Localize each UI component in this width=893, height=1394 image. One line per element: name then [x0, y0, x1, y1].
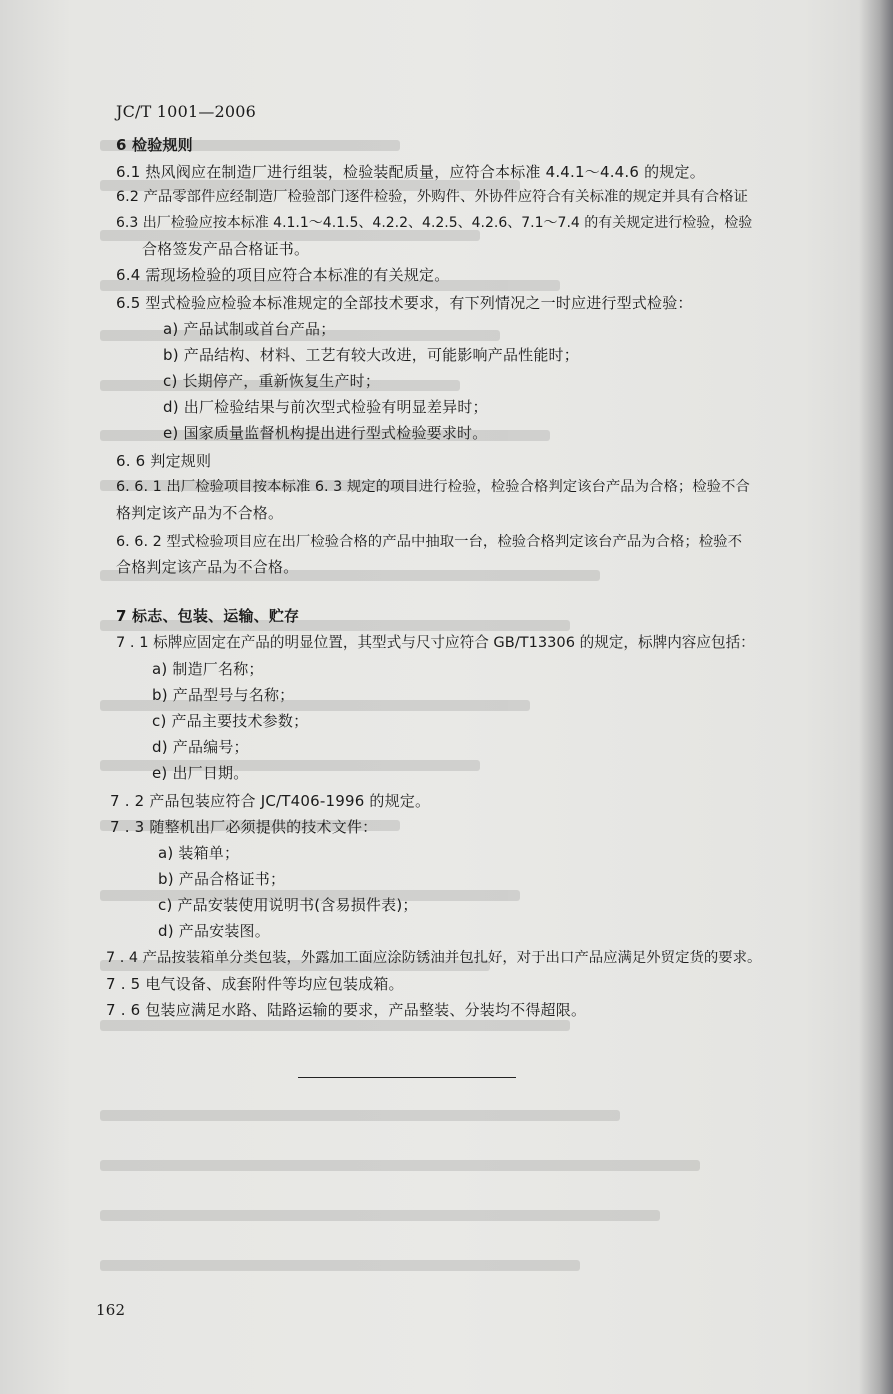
clause-7-6: 7 . 6 包装应满足水路、陆路运输的要求，产品整装、分装均不得超限。: [106, 1001, 587, 1019]
clause-7-4: 7 . 4 产品按装箱单分类包装，外露加工面应涂防锈油并包扎好，对于出口产品应满足外贸定货的要求。: [106, 950, 762, 966]
clause-7-3-item-c: c) 产品安装使用说明书(含易损件表)；: [158, 896, 418, 914]
book-spine-shadow: [859, 0, 893, 1394]
clause-6-5-item-a: a) 产品试制或首台产品；: [163, 320, 336, 338]
clause-6-5-item-b: b) 产品结构、材料、工艺有较大改进，可能影响产品性能时；: [163, 346, 579, 364]
clause-6-4: 6.4 需现场检验的项目应符合本标准的有关规定。: [116, 266, 450, 284]
clause-6-2: 6.2 产品零部件应经制造厂检验部门逐件检验，外购件、外协件应符合有关标准的规定并具有合格证: [116, 189, 748, 205]
clause-7-3: 7 . 3 随整机出厂必须提供的技术文件：: [110, 818, 378, 836]
clause-6-5: 6.5 型式检验应检验本标准规定的全部技术要求，有下列情况之一时应进行型式检验：: [116, 294, 693, 312]
clause-6-6-1-line-2: 格判定该产品为不合格。: [116, 504, 284, 522]
clause-6-6-2-line-1: 6. 6. 2 型式检验项目应在出厂检验合格的产品中抽取一台，检验合格判定该台产品为合格；检验不: [116, 534, 742, 550]
clause-7-1-item-d: d) 产品编号；: [152, 738, 249, 756]
clause-6-6-2-line-2: 合格判定该产品为不合格。: [116, 558, 299, 576]
clause-6-6-heading: 6. 6 判定规则: [116, 452, 212, 470]
section-7-heading: 7 标志、包装、运输、贮存: [116, 607, 300, 625]
clause-6-6-1-line-1: 6. 6. 1 出厂检验项目按本标准 6. 3 规定的项目进行检验，检验合格判定该台产品为合格；检验不合: [116, 479, 750, 495]
section-6-heading: 6 检验规则: [116, 136, 193, 154]
clause-7-2: 7 . 2 产品包装应符合 JC/T406-1996 的规定。: [110, 792, 431, 810]
end-of-standard-rule: [298, 1077, 516, 1078]
clause-6-3-line-1: 6.3 出厂检验应按本标准 4.1.1～4.1.5、4.2.2、4.2.5、4.2.6、7.1～7.4 的有关规定进行检验，检验: [116, 215, 753, 231]
clause-6-5-item-e: e) 国家质量监督机构提出进行型式检验要求时。: [163, 424, 488, 442]
clause-7-1-item-b: b) 产品型号与名称；: [152, 686, 295, 704]
clause-7-3-item-a: a) 装箱单；: [158, 844, 240, 862]
clause-7-1-item-a: a) 制造厂名称；: [152, 660, 264, 678]
clause-6-1: 6.1 热风阀应在制造厂进行组装，检验装配质量，应符合本标准 4.4.1～4.4.6 的规定。: [116, 163, 705, 181]
clause-7-1-item-c: c) 产品主要技术参数；: [152, 712, 309, 730]
clause-7-1: 7 . 1 标牌应固定在产品的明显位置，其型式与尺寸应符合 GB/T13306 的规定，标牌内容应包括：: [116, 634, 755, 651]
clause-7-1-item-e: e) 出厂日期。: [152, 764, 249, 782]
page-number: 162: [96, 1301, 126, 1319]
clause-6-5-item-c: c) 长期停产，重新恢复生产时；: [163, 372, 381, 390]
clause-6-5-item-d: d) 出厂检验结果与前次型式检验有明显差异时；: [163, 398, 488, 416]
clause-6-3-line-2: 合格签发产品合格证书。: [142, 240, 310, 258]
clause-7-5: 7 . 5 电气设备、成套附件等均应包装成箱。: [106, 975, 404, 993]
document-code: JC/T 1001—2006: [116, 102, 257, 121]
clause-7-3-item-b: b) 产品合格证书；: [158, 870, 286, 888]
clause-7-3-item-d: d) 产品安装图。: [158, 922, 270, 940]
